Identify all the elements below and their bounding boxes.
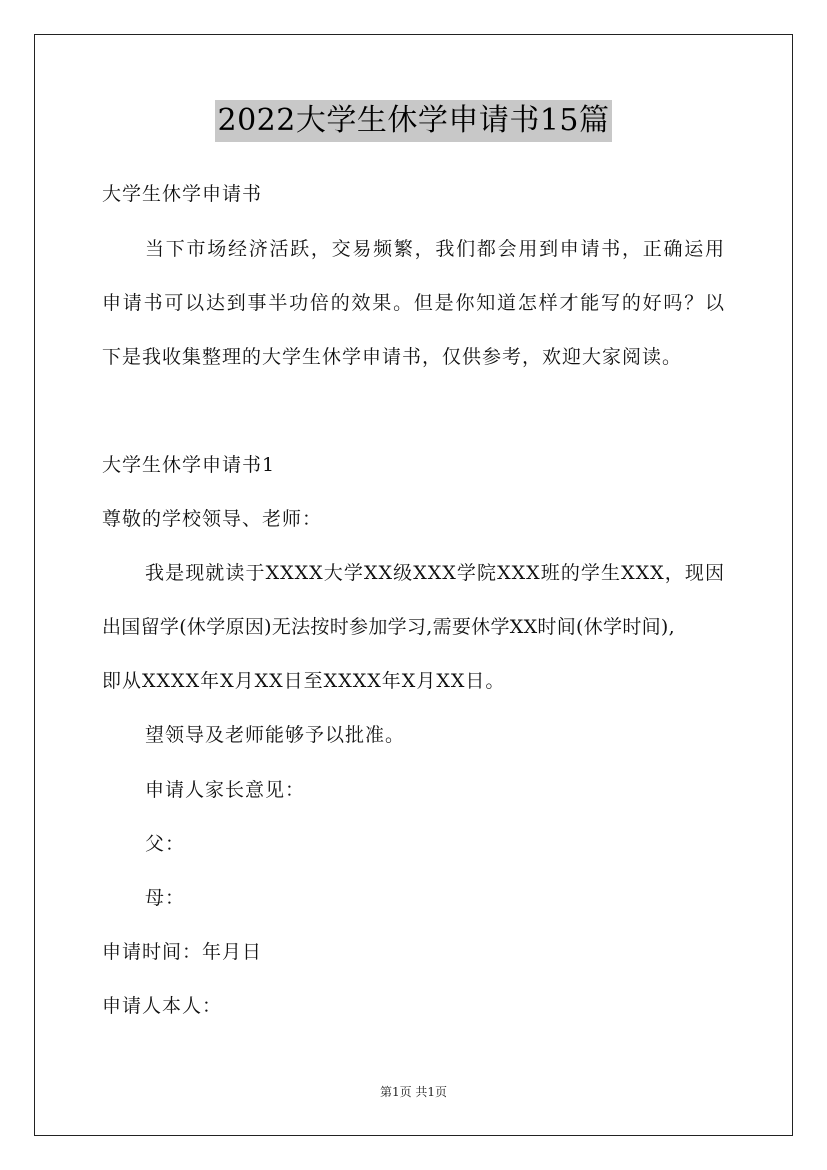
intro-line-2: 申请书可以达到事半功倍的效果。但是你知道怎样才能写的好吗？以: [102, 292, 725, 314]
title-container: [0, 100, 827, 142]
mother-signature: 母：: [145, 887, 186, 909]
page-footer: 第1页 共1页: [379, 1085, 448, 1099]
intro-line-1: 当下市场经济活跃，交易频繁，我们都会用到申请书，正确运用: [145, 238, 725, 260]
body-line-2: 出国留学(休学原因)无法按时参加学习,需要休学XX时间(休学时间),: [102, 616, 675, 638]
apply-date: 申请时间：年月日: [102, 941, 263, 963]
parent-opinion: 申请人家长意见：: [145, 779, 306, 801]
body-line-3: 即从XXXX年X月XX日至XXXX年X月XX日。: [102, 670, 506, 692]
body-line-1: 我是现就读于XXXX大学XX级XXX学院XXX班的学生XXX，现因: [145, 562, 725, 584]
applicant-signature: 申请人本人：: [102, 995, 223, 1017]
intro-heading: 大学生休学申请书: [102, 183, 263, 205]
intro-line-3: 下是我收集整理的大学生休学申请书，仅供参考，欢迎大家阅读。: [102, 346, 683, 368]
father-signature: 父：: [145, 833, 186, 855]
section-heading: 大学生休学申请书1: [102, 454, 276, 476]
document-title: 2022大学生休学申请书15篇: [215, 100, 611, 142]
salutation: 尊敬的学校领导、老师：: [102, 508, 323, 530]
request-line: 望领导及老师能够予以批准。: [145, 724, 406, 746]
